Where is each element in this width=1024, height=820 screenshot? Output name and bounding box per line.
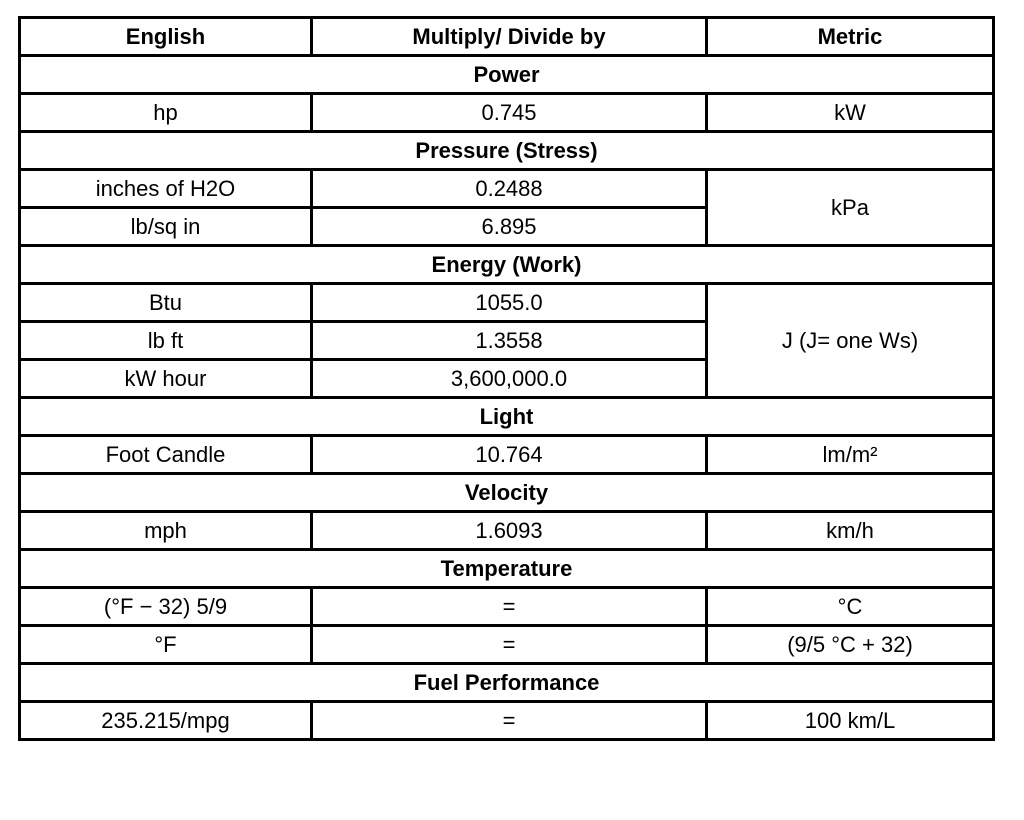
factor-cell: 3,600,000.0 [312,360,707,398]
factor-cell: 10.764 [312,436,707,474]
table-row [20,170,994,208]
english-cell: lb/sq in [20,208,312,246]
conversion-table [18,16,995,741]
table-row [20,702,994,740]
metric-cell: km/h [707,512,994,550]
english-cell: (°F − 32) 5/9 [20,588,312,626]
header-row [20,18,994,56]
table-row [20,626,994,664]
section-row [20,56,994,94]
section-title-pressure: Pressure (Stress) [20,132,994,170]
factor-cell: 1055.0 [312,284,707,322]
english-cell: °F [20,626,312,664]
section-row [20,550,994,588]
table-row [20,512,994,550]
section-row [20,474,994,512]
factor-cell: = [312,588,707,626]
header-english: English [20,18,312,56]
factor-cell: 0.2488 [312,170,707,208]
metric-cell: 100 km/L [707,702,994,740]
metric-cell: (9/5 °C + 32) [707,626,994,664]
table-row [20,588,994,626]
english-cell: lb ft [20,322,312,360]
section-title-energy: Energy (Work) [20,246,994,284]
section-row [20,246,994,284]
english-cell: mph [20,512,312,550]
section-title-power: Power [20,56,994,94]
table-row [20,284,994,322]
metric-cell: kW [707,94,994,132]
section-row [20,664,994,702]
table-row [20,94,994,132]
english-cell: Foot Candle [20,436,312,474]
english-cell: inches of H2O [20,170,312,208]
header-metric: Metric [707,18,994,56]
section-row [20,398,994,436]
section-title-velocity: Velocity [20,474,994,512]
metric-cell: lm/m² [707,436,994,474]
header-factor: Multiply/ Divide by [312,18,707,56]
metric-cell: °C [707,588,994,626]
factor-cell: 6.895 [312,208,707,246]
section-title-fuel-performance: Fuel Performance [20,664,994,702]
factor-cell: = [312,626,707,664]
factor-cell: = [312,702,707,740]
factor-cell: 1.3558 [312,322,707,360]
table-row [20,436,994,474]
metric-cell: kPa [707,170,994,246]
section-title-light: Light [20,398,994,436]
section-title-temperature: Temperature [20,550,994,588]
factor-cell: 1.6093 [312,512,707,550]
english-cell: 235.215/mpg [20,702,312,740]
english-cell: hp [20,94,312,132]
section-row [20,132,994,170]
metric-cell: J (J= one Ws) [707,284,994,398]
factor-cell: 0.745 [312,94,707,132]
english-cell: kW hour [20,360,312,398]
english-cell: Btu [20,284,312,322]
